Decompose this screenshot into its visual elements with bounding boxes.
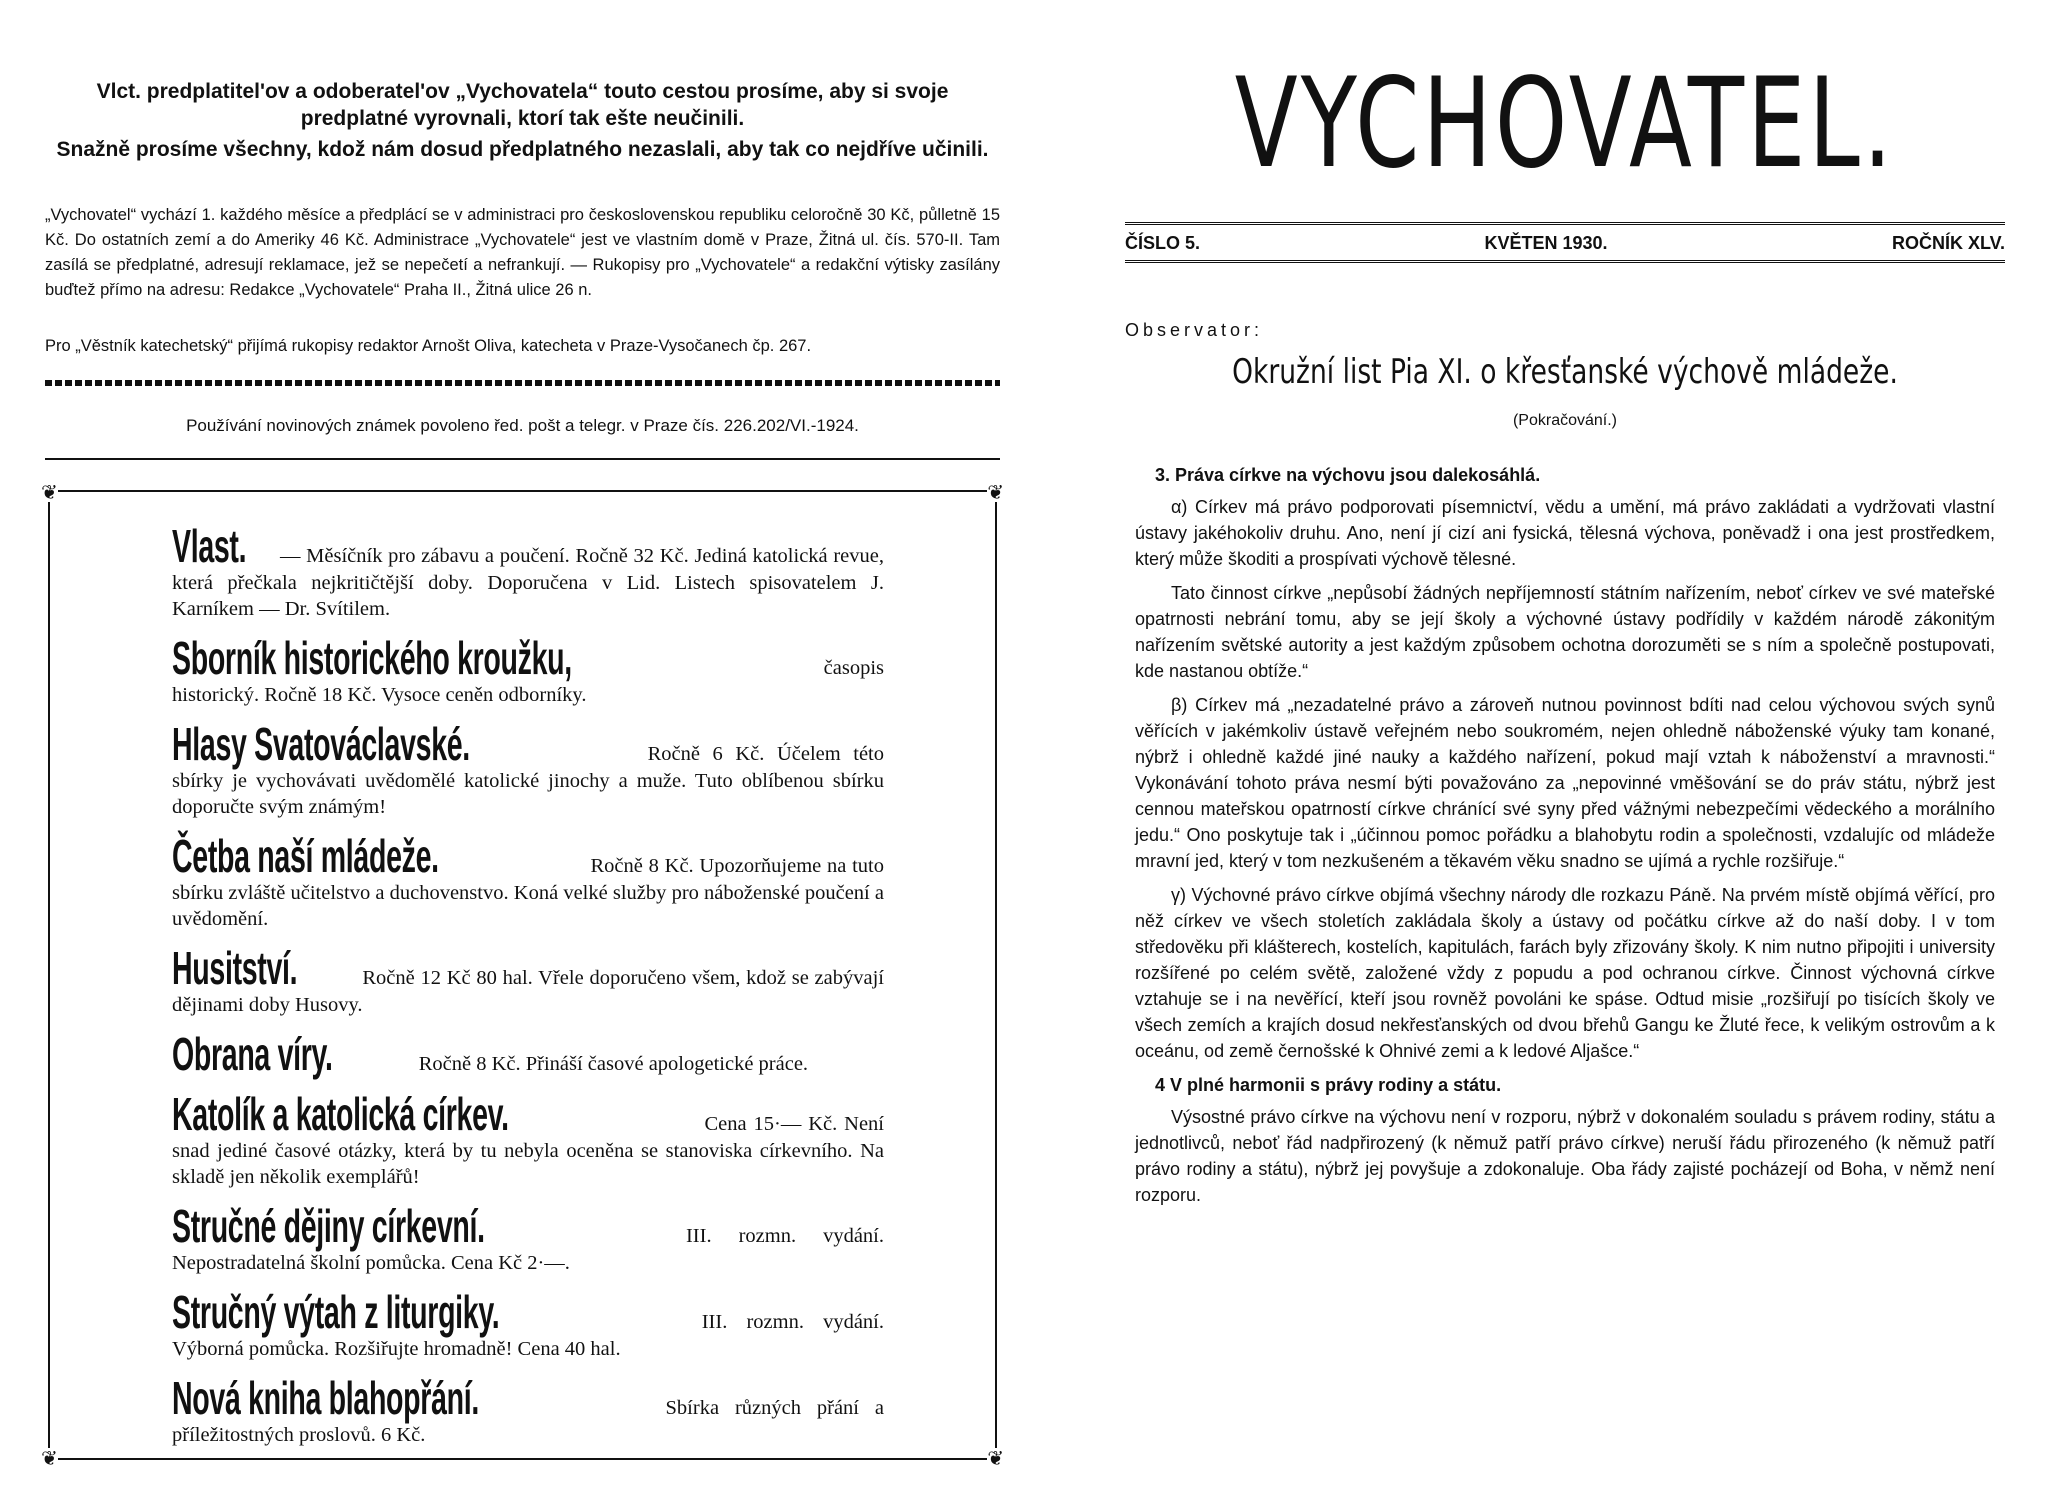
article-body	[1135, 462, 1995, 1216]
issue-number: ČÍSLO 5.	[1125, 233, 1201, 253]
divider	[45, 458, 1000, 460]
ad-title: Nová kniha blahopřání.	[172, 1372, 479, 1424]
advertisement-frame	[41, 480, 1004, 1470]
ad-text: III. rozmn. vydání. Nepostradatelná školní pomůcka. Cena Kč 2·—.	[172, 1225, 884, 1274]
ad-item	[172, 1090, 884, 1190]
issue-bar	[1125, 222, 2005, 263]
article-title: Okružní list Pia XI. o křesťanské výchově mládeže.	[1232, 352, 1898, 392]
publication-info: „Vychovatel“ vychází 1. každého měsíce a předplácí se v administraci pro československou republiku celoročně 30 Kč, půlletně 15 Kč. Do ostatních zemí a do Ameriky 46 Kč. Administrace „Vychovatele“ jest ve vlastním domě v Praze, Žitná ul. čís. 570-II. Tam zasílá se předplatné, adresují reklamace, jež se nepečetí a nefrankují. — Rukopisy pro „Vychovatele“ a redakční výtisky zasílány buďtež přímo na adresu: Redakce „Vychovatele“ Praha II., Žitná ulice 26 n.	[45, 206, 1000, 299]
ad-title: Vlast.	[172, 520, 247, 572]
ad-title: Stručný výtah z liturgiky.	[172, 1286, 500, 1338]
frame-left-border	[48, 492, 60, 1458]
ad-title: Katolík a katolická církev.	[172, 1088, 509, 1140]
continued-label: (Pokračování.)	[1512, 412, 1618, 429]
ornament-icon: ❦	[987, 480, 1004, 504]
volume-number: ROČNÍK XLV.	[1891, 233, 2005, 253]
ad-title: Obrana víry.	[172, 1028, 333, 1080]
paragraph: γ) Výchovné právo církve objímá všechny národy dle rozkazu Páně. Na prvém místě objímá věřící, pro něž církev ve všech stoletích zakládala školy a ústavy od počátku církve až do naší doby. I v tom středověku při klášterech, kostelích, kapitulách, farách byly zřizovány školy. K nim nutno připojiti i university rozšířené po celém světě, založené vždy z popudu a pod ochranou církve. Činnost výchovná církve vztahuje se i na nevěřící, kteří jsou rovněž povoláni ke spáse. Odtud misie „rozšiřují po tisících školy ve všech zemích a krajích dosud nekřesťanských od dvou břehů Gangu ke Žluté řece, k velikým ostrovům a k oceánu, od země černošské k Ohnivé zemi a k ledové Aljašce.“	[1135, 885, 1995, 1061]
ornament-icon: ❦	[987, 1446, 1004, 1470]
paragraph: Výsostné právo církve na výchovu není v rozporu, nýbrž v dokonalém souladu s právem rodiny, státu a jednotlivců, neboť řád nadpřirozený (k němuž patří právo církve) neruší řádu přirozeného (k němuž patří právo rodiny a státu), nýbrž jej povyšuje a zdokonaluje. Oba řády zajisté pocházejí od Boha, v němž není rozporu.	[1135, 1107, 1995, 1205]
ad-text: Ročně 6 Kč. Účelem této sbírky je vychovávati uvědomělé katolické jinochy a muže. Tuto oblíbenou sbírku doporučte svým známým!	[172, 743, 884, 818]
ad-item	[172, 522, 884, 622]
paragraph: α) Církev má právo podporovati písemnictví, vědu a umění, má právo zakládati a vydržovati vlastní ústavy jakéhokoliv druhu. Ano, není jí cizí ani fysická, tělesná výchova, poněvadž i ona jest prostředkem, který může škoditi a prospívati výchově tělesné.	[1135, 497, 1995, 569]
ad-text: Sbírka různých přání a příležitostných proslovů. 6 Kč.	[172, 1397, 884, 1446]
section-heading: 3. Práva církve na výchovu jsou dalekosáhlá.	[1155, 465, 1541, 485]
ad-title: Stručné dějiny církevní.	[172, 1200, 485, 1252]
ad-text: Cena 15·— Kč. Není snad jediné časové otázky, která by tu nebyla oceněna se stanoviska církevního. Na skladě jen několik exemplářů!	[172, 1113, 884, 1188]
ornament-icon: ❦	[41, 480, 58, 504]
ad-item	[172, 1374, 884, 1448]
section-heading: 4 V plné harmonii s právy rodiny a státu.	[1155, 1075, 1502, 1095]
advertisement-list	[172, 522, 884, 1460]
ad-title: Hlasy Svatováclavské.	[172, 718, 470, 770]
ad-title: Husitství.	[172, 942, 298, 994]
ornament-icon: ❦	[41, 1446, 58, 1470]
ad-text: Ročně 8 Kč. Přináší časové apologetické práce.	[413, 1053, 809, 1075]
paragraph: Tato činnost církve „nepůsobí žádných nepříjemností státním nařízením, neboť církev ve své mateřské opatrnosti nebrání tomu, aby se její školy a výchovné ústavy podřídily v každém národě zákonitým nařízením světské autority a jest každým způsobem ochotna dorozuměti se s ním a společně postupovati, kde nastanou obtíže.“	[1135, 583, 1995, 681]
masthead: VYCHOVATEL.	[1234, 50, 1896, 196]
ad-text: časopis historický. Ročně 18 Kč. Vysoce ceněn odborníky.	[172, 657, 884, 706]
paragraph: β) Církev má „nezadatelné právo a zároveň nutnou povinnost bdíti nad celou výchovou svých synů věřících v jakémkoliv ústavě veřejném nebo soukromém, nejen ohledně náboženské výuky tam konané, nýbrž i ohledně každé jiné nauky a každého nařízení, pokud mají vztah k náboženství a mravnosti.“ Vykonávání tohoto práva nesmí býti považováno za „nepovinné vměšování se do práv státu, nýbrž jest cennou mateřskou opatrností církve chránící své syny před vážnými nebezpečími vědeckého a morálního jedu.“ Ono poskytuje tak i „účinnou pomoc pořádku a blahobytu rodin a společnosti, vzdalujíc od mládeže mravní jed, který v tom nezkušeném a těkavém věku snadno se ujímá a rychle rozšiřuje.“	[1135, 695, 1995, 871]
ad-item	[172, 720, 884, 820]
article-author: Observator:	[1125, 320, 1264, 340]
ad-text: Ročně 12 Kč 80 hal. Vřele doporučeno všem, kdož se zabývají dějinami doby Husovy.	[172, 967, 884, 1016]
vestnik-info: Pro „Věstník katechetský“ přijímá rukopisy redaktor Arnošt Oliva, katecheta v Praze-Vysočanech čp. 267.	[45, 337, 812, 355]
ad-text: Ročně 8 Kč. Upozorňujeme na tuto sbírku zvláště učitelstvo a duchovenstvo. Koná velké služby pro náboženské poučení a uvědomění.	[172, 855, 884, 930]
ad-item	[172, 1288, 884, 1362]
subscription-notice-czech: Snažně prosíme všechny, kdož nám dosud předplatného nezaslali, aby tak co nejdříve učinili.	[56, 138, 989, 161]
subscription-notice-slovak: Vlct. predplatitel'ov a odoberatel'ov „Vychovatela“ touto cestou prosíme, aby si svoje predplatné vyrovnali, ktorí tak ešte neučinili.	[96, 80, 949, 130]
ad-item	[172, 1202, 884, 1276]
dashed-divider	[45, 380, 1000, 386]
ad-item	[172, 832, 884, 932]
ad-text: III. rozmn. vydání. Výborná pomůcka. Rozšiřujte hromadně! Cena 40 hal.	[172, 1311, 884, 1360]
ad-item	[172, 634, 884, 708]
ad-text: — Měsíčník pro zábavu a poučení. Ročně 32 Kč. Jediná katolická revue, která přečkala nejkritičtější doby. Doporučena v Lid. Listech spisovatelem J. Karníkem — Dr. Svítilem.	[172, 545, 884, 620]
ad-title: Sborník historického kroužku,	[172, 632, 572, 684]
ad-item	[172, 944, 884, 1018]
ad-title: Četba naší mládeže.	[172, 830, 439, 882]
issue-date: KVĚTEN 1930.	[1484, 233, 1608, 253]
frame-right-border	[985, 492, 997, 1458]
postal-permit: Používání novinových známek povoleno řed. pošt a telegr. v Praze čís. 226.202/VI.-1924.	[186, 416, 859, 435]
ad-item	[172, 1030, 884, 1078]
